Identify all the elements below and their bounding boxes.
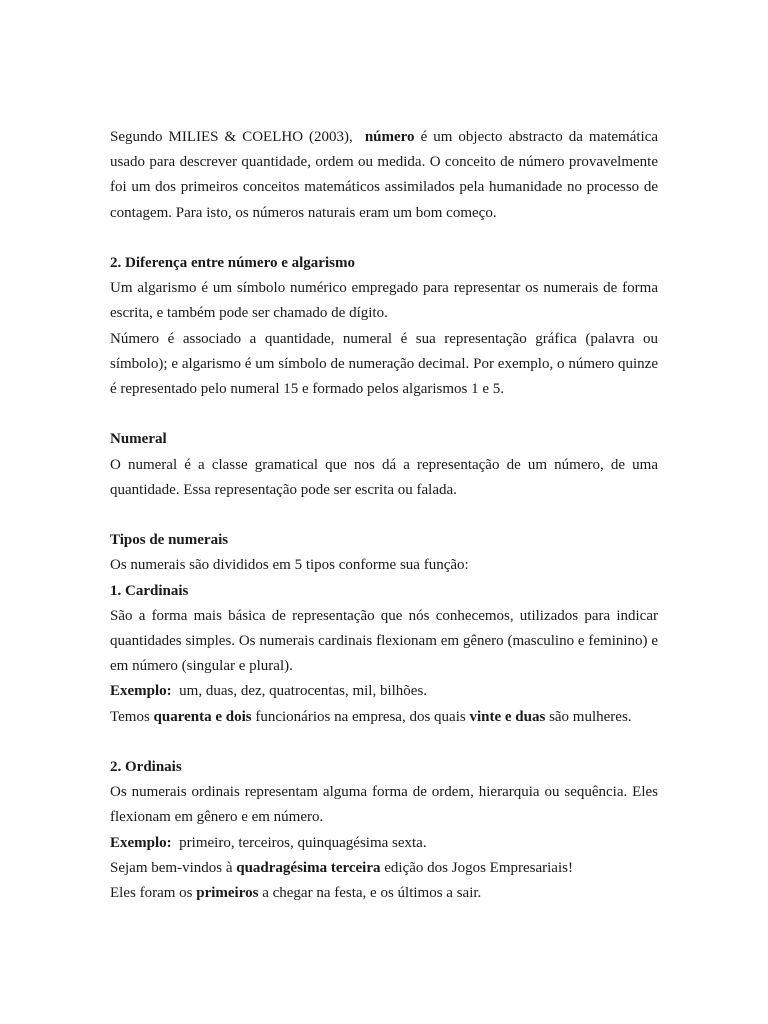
spacer (110, 730, 658, 755)
tipos-intro: Os numerais são divididos em 5 tipos conforme sua função: (110, 557, 469, 574)
ordinais-heading: 2. Ordinais (110, 759, 182, 776)
cardinais-sentence: Temos quarenta e dois funcionários na empresa, dos quais vinte e duas são mulheres. (110, 708, 632, 725)
cardinais-heading: 1. Cardinais (110, 582, 189, 599)
section2-heading: 2. Diferença entre número e algarismo (110, 255, 355, 271)
example-label: Exemplo: (110, 834, 172, 851)
intro-text-1: Segundo MILIES & COELHO (2003), (110, 129, 353, 145)
intro-bold-term: número (364, 129, 415, 145)
cardinais-paragraph: São a forma mais básica de representação que nós conhecemos, utilizados para indicar quantidades simples. Os numerais cardinais flexionam em gênero (masculino e feminino) e em número (singular e plural). (110, 607, 658, 675)
spacer (110, 503, 658, 528)
example-label: Exemplo: (110, 683, 172, 700)
example-text: primeiro, terceiros, quinquagésima sexta. (175, 834, 427, 851)
section2-paragraph-2: Número é associado a quantidade, numeral é sua representação gráfica (palavra ou símbolo); e algarismo é um símbolo de numeração decimal. Por exemplo, o número quinze é representado pelo numeral 15 e formado pelos algarismos 1 e 5. (110, 330, 658, 398)
numeral-heading: Numeral (110, 431, 167, 448)
tipos-heading: Tipos de numerais (110, 532, 229, 549)
numeral-paragraph: O numeral é a classe gramatical que nos dá a representação de um número, de uma quantidade. Essa representação pode ser escrita ou falada. (110, 456, 658, 498)
spacer (110, 226, 658, 251)
ordinais-sentence-1: Sejam bem-vindos à quadragésima terceira edição dos Jogos Empresariais! (110, 859, 573, 876)
ordinais-sentence-2: Eles foram os primeiros a chegar na festa, e os últimos a sair. (110, 885, 482, 902)
intro-text-2: é um objecto abstracto da matemática usado para descrever quantidade, ordem ou medida. O conceito de número provavelmente foi um dos primeiros conceitos matemáticos assimilados pela humanidade no processo de contagem. Para isto, os números naturais eram um bom começo. (110, 129, 659, 221)
section2-paragraph-1: Um algarismo é um símbolo numérico empregado para representar os numerais de forma escrita, e também pode ser chamado de dígito. (110, 280, 658, 322)
ordinais-example (110, 831, 658, 856)
spacer (110, 402, 658, 427)
cardinais-example (110, 679, 658, 704)
document-page (110, 125, 658, 906)
intro-paragraph (110, 125, 658, 226)
example-text: um, duas, dez, quatrocentas, mil, bilhões. (175, 683, 428, 700)
ordinais-paragraph: Os numerais ordinais representam alguma forma de ordem, hierarquia ou sequência. Eles flexionam em gênero e em número. (110, 784, 658, 826)
